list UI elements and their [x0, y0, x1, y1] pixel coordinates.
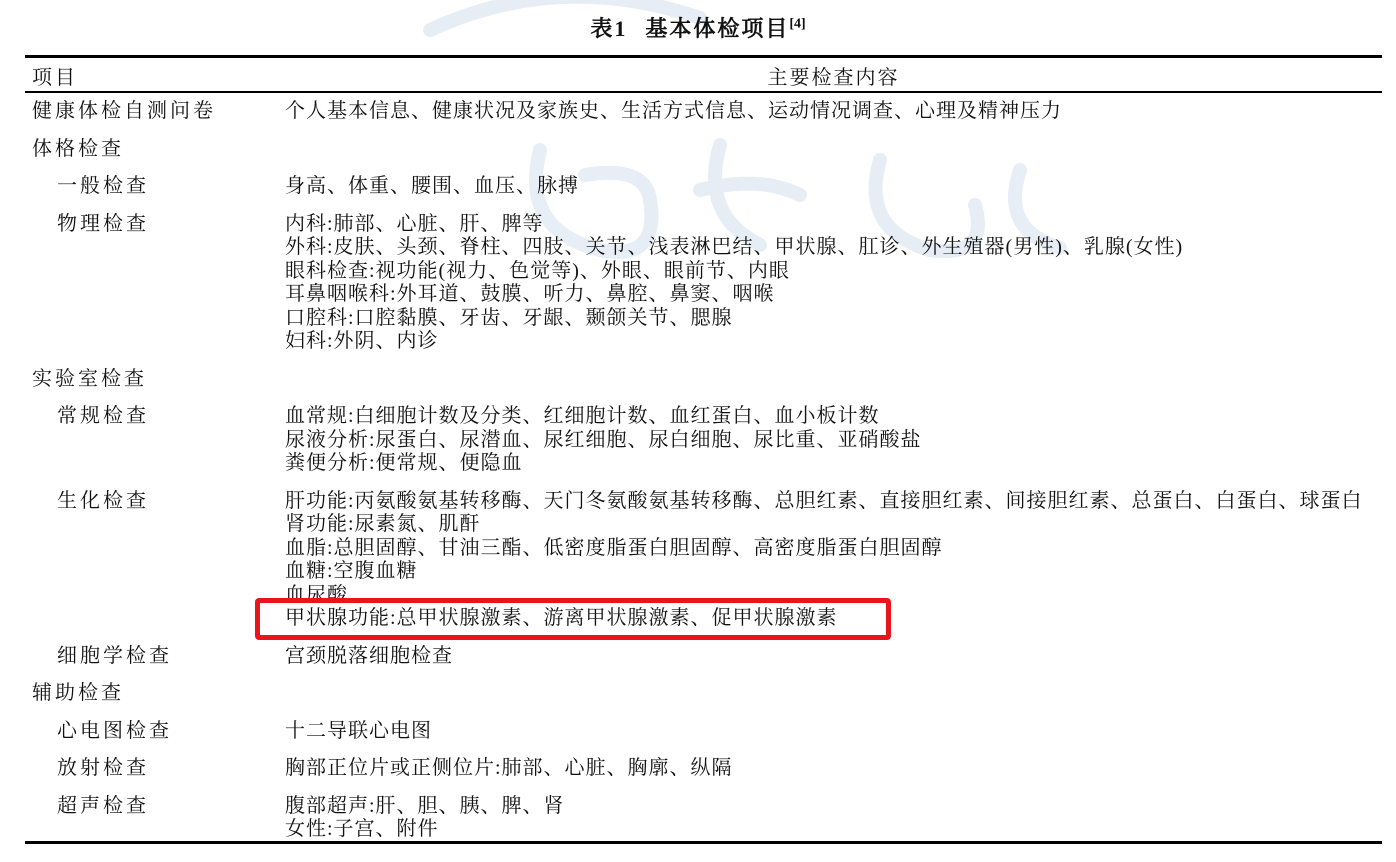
table-row — [25, 100, 1382, 124]
content-line: 肝功能:丙氨酸氨基转移酶、天门冬氨酸氨基转移酶、总胆红素、直接胆红素、间接胆红素、总蛋白、白蛋白、球蛋白 — [285, 489, 1363, 512]
row-item-label: 心电图检查 — [57, 719, 172, 742]
header-item-column: 项目 — [32, 67, 78, 89]
table-row — [25, 757, 1382, 781]
content-line: 口腔科:口腔黏膜、牙齿、牙龈、颞颌关节、腮腺 — [285, 306, 733, 329]
table-title — [0, 12, 1396, 43]
content-line: 胸部正位片或正侧位片:肺部、心脏、胸廓、纵隔 — [285, 757, 733, 779]
content-line: 内科:肺部、心脏、肝、脾等 — [285, 212, 544, 235]
citation-reference: [4] — [789, 16, 806, 32]
table-row — [25, 138, 1382, 162]
table-row — [25, 405, 1382, 476]
row-item-label: 生化检查 — [57, 489, 149, 512]
content-line: 妇科:外阴、内诊 — [285, 330, 439, 352]
table-row — [25, 720, 1382, 744]
row-content — [285, 757, 1382, 781]
row-content — [285, 645, 1382, 669]
row-item-label: 辅助检查 — [32, 682, 124, 704]
content-line: 宫颈脱落细胞检查 — [285, 644, 453, 667]
content-line: 女性:子宫、附件 — [285, 818, 439, 840]
row-item-label: 超声检查 — [57, 794, 149, 817]
table-row — [25, 490, 1382, 631]
table-row — [25, 368, 1382, 392]
content-line: 尿液分析:尿蛋白、尿潜血、尿红细胞、尿白细胞、尿比重、亚硝酸盐 — [285, 428, 922, 451]
content-line: 甲状腺功能:总甲状腺激素、游离甲状腺激素、促甲状腺激素 — [285, 607, 1382, 631]
table-row — [25, 213, 1382, 354]
row-item-label: 健康体检自测问卷 — [32, 100, 216, 122]
row-content — [285, 405, 1382, 476]
content-line: 血糖:空腹血糖 — [285, 560, 418, 582]
row-content — [285, 175, 1382, 199]
table-header-rule — [25, 91, 1382, 93]
row-content — [285, 490, 1382, 631]
content-line: 血脂:总胆固醇、甘油三酯、低密度脂蛋白胆固醇、高密度脂蛋白胆固醇 — [285, 536, 943, 559]
content-line: 外科:皮肤、头颈、脊柱、四肢、关节、浅表淋巴结、甲状腺、肛诊、外生殖器(男性)、乳腺(女性) — [285, 236, 1184, 258]
table-row — [25, 175, 1382, 199]
table-top-rule — [25, 55, 1382, 58]
row-item-label: 常规检查 — [57, 405, 149, 427]
table-body — [25, 100, 1382, 856]
row-item-label: 体格检查 — [32, 137, 124, 160]
row-content — [285, 100, 1382, 124]
content-line: 粪便分析:便常规、便隐血 — [285, 452, 523, 474]
table-row — [25, 682, 1382, 706]
table-title-text: 基本体检项目 — [645, 16, 790, 41]
row-item-label: 细胞学检查 — [57, 644, 172, 667]
row-item-label: 放射检查 — [57, 757, 149, 779]
table-title-prefix: 表1 — [590, 16, 628, 41]
row-item-label: 实验室检查 — [32, 367, 147, 390]
row-content — [285, 720, 1382, 744]
row-content — [285, 213, 1382, 354]
content-line: 肾功能:尿素氮、肌酐 — [285, 513, 481, 535]
row-content — [285, 795, 1382, 842]
table-row — [25, 645, 1382, 669]
content-line: 眼科检查:视功能(视力、色觉等)、外眼、眼前节、内眼 — [285, 259, 790, 282]
row-item-label: 一般检查 — [57, 175, 149, 197]
header-content-column: 主要检查内容 — [767, 67, 900, 89]
content-line: 血常规:白细胞计数及分类、红细胞计数、血红蛋白、血小板计数 — [285, 405, 880, 427]
content-line: 耳鼻咽喉科:外耳道、鼓膜、听力、鼻腔、鼻窦、咽喉 — [285, 283, 775, 305]
row-item-label: 物理检查 — [57, 212, 149, 235]
content-line: 血尿酸 — [285, 583, 348, 606]
table-bottom-rule — [25, 841, 1382, 844]
table-header-row — [25, 61, 1382, 90]
content-line: 十二导联心电图 — [285, 719, 432, 742]
table-row — [25, 795, 1382, 842]
content-line: 腹部超声:肝、胆、胰、脾、肾 — [285, 794, 565, 817]
content-line: 身高、体重、腰围、血压、脉搏 — [285, 175, 579, 197]
content-line: 个人基本信息、健康状况及家族史、生活方式信息、运动情况调查、心理及精神压力 — [285, 100, 1062, 122]
